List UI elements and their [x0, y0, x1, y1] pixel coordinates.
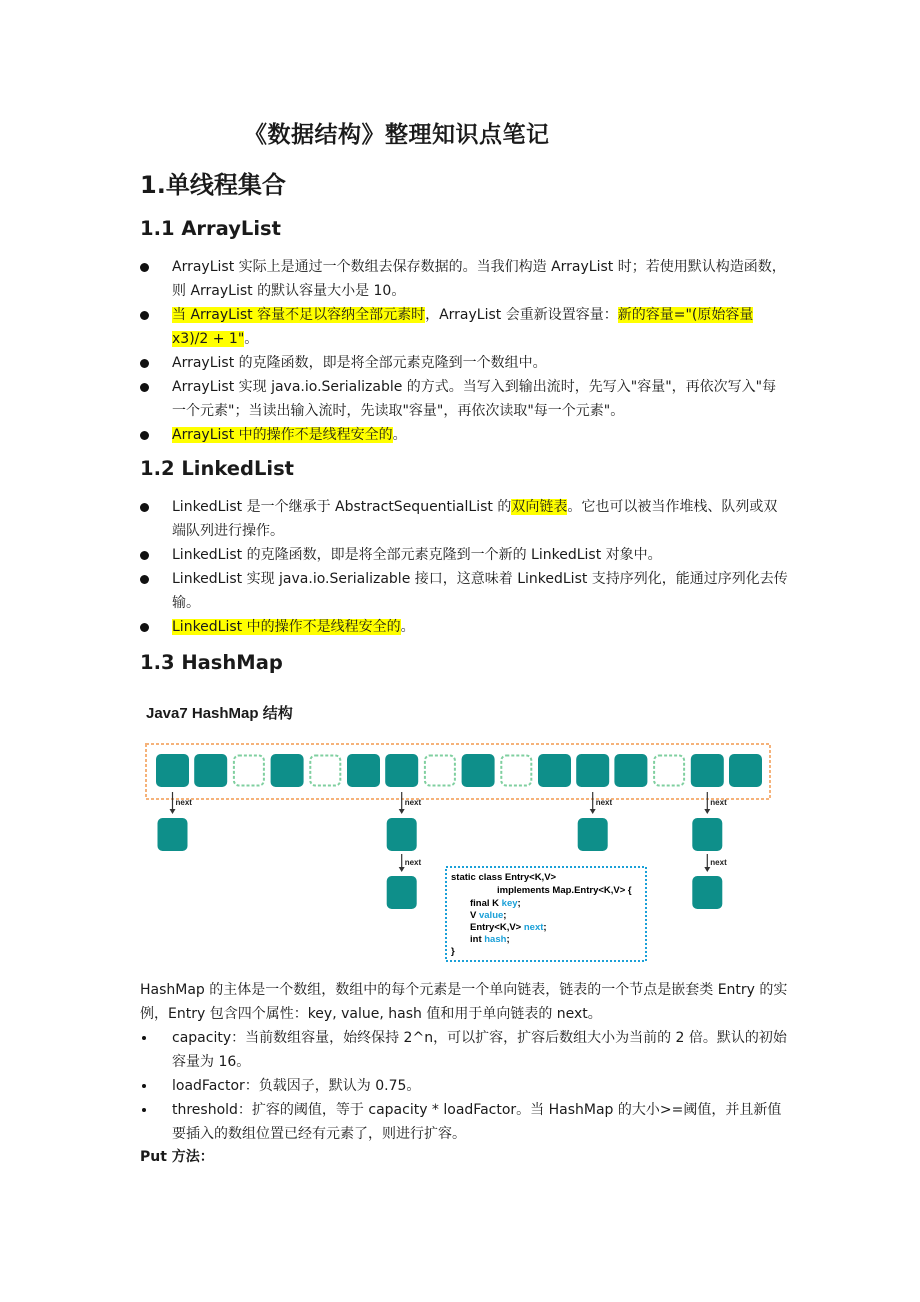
empty-bucket	[654, 756, 684, 786]
code-line-1: static class Entry<K,V>	[451, 872, 557, 883]
highlight-text: ArrayList 中的操作不是线程安全的	[172, 427, 393, 443]
list-item	[140, 423, 790, 447]
bucket-node	[538, 754, 571, 787]
bullet-text: ArrayList 实现 java.io.Serializable 的方式。当写入到输出流时，先写入"容量"，再依次写入"每一个元素"；当读出输入流时，先读取"容量"，再依次读取"每一个元素"。	[172, 379, 777, 419]
document-title: 《数据结构》整理知识点笔记	[244, 122, 550, 148]
hashmap-structure-diagram	[140, 734, 780, 966]
next-label: next	[404, 858, 422, 867]
highlight-text: 当 ArrayList 容量不足以容纳全部元素时	[172, 307, 426, 323]
bucket-node	[614, 754, 647, 787]
bullet-text: ArrayList 实际上是通过一个数组去保存数据的。当我们构造 ArrayList 时；若使用默认构造函数，则 ArrayList 的默认容量大小是 10。	[172, 259, 786, 299]
chain-node	[387, 876, 417, 909]
bucket-array-outline	[146, 744, 770, 799]
list-item	[140, 615, 790, 639]
bucket-cells	[156, 754, 762, 787]
next-label: next	[710, 798, 727, 807]
next-arrowhead	[590, 809, 596, 814]
code-line-4	[470, 910, 506, 921]
bullet-text: LinkedList 的克隆函数，即是将全部元素克隆到一个新的 LinkedList 对象中。	[172, 547, 662, 563]
bullet-text: ArrayList 的克隆函数，即是将全部元素克隆到一个数组中。	[172, 355, 547, 371]
entry-code-box	[446, 867, 646, 961]
chain-node	[158, 818, 188, 851]
code-semicolon: ;	[506, 934, 510, 945]
code-line-3	[470, 898, 521, 909]
next-label: next	[595, 798, 613, 807]
highlight-text: LinkedList 中的操作不是线程安全的	[172, 619, 401, 635]
bullet-text: loadFactor：负载因子，默认为 0.75。	[172, 1078, 421, 1094]
next-arrowhead	[399, 809, 405, 814]
code-line-6	[470, 934, 510, 945]
bucket-node	[347, 754, 380, 787]
code-line-5	[470, 922, 547, 933]
code-field: key	[501, 898, 518, 909]
bucket-node	[385, 754, 418, 787]
next-arrowhead	[399, 867, 405, 872]
bullet-text: 。它也可以被当作堆栈、队列或双端队列进行操作。	[172, 499, 778, 539]
list-item	[140, 1098, 790, 1146]
code-semicolon: ;	[543, 922, 547, 933]
next-arrowhead	[704, 867, 710, 872]
code-semicolon: ;	[503, 910, 507, 921]
chain-node	[692, 818, 722, 851]
bullet-text: capacity：当前数组容量，始终保持 2^n，可以扩容，扩容后数组大小为当前的 2 倍。默认的初始容量为 16。	[172, 1030, 787, 1070]
bucket-node	[156, 754, 189, 787]
list-item	[140, 351, 790, 375]
list-item	[140, 1026, 790, 1074]
empty-bucket	[501, 756, 531, 786]
bullet-text: LinkedList 是一个继承于 AbstractSequentialList 的	[172, 499, 512, 515]
list-item	[140, 543, 790, 567]
list-item	[140, 255, 790, 303]
list-item	[140, 1074, 790, 1098]
code-semicolon: ;	[517, 898, 521, 909]
next-arrowhead	[170, 809, 176, 814]
list-item	[140, 495, 790, 543]
empty-bucket	[234, 756, 264, 786]
next-label: next	[175, 798, 192, 807]
section-heading-single-thread: 1.单线程集合	[140, 171, 286, 199]
next-arrowhead	[704, 809, 710, 814]
arraylist-bullets	[140, 255, 790, 447]
heading-hashmap: 1.3 HashMap	[140, 651, 283, 674]
code-line-2: implements Map.Entry<K,V> {	[497, 885, 632, 896]
list-item	[140, 375, 790, 423]
bucket-node	[271, 754, 304, 787]
highlight-text: 双向链表	[511, 499, 568, 515]
linkedlist-bullets	[140, 495, 790, 639]
list-item	[140, 303, 790, 351]
heading-linkedlist: 1.2 LinkedList	[140, 457, 294, 480]
list-item	[140, 567, 790, 615]
bucket-node	[576, 754, 609, 787]
code-type: V	[470, 910, 479, 921]
code-field: value	[478, 910, 504, 921]
bullet-text: 。	[392, 427, 407, 443]
chain-node	[387, 818, 417, 851]
next-label: next	[710, 858, 727, 867]
code-field: next	[523, 922, 544, 933]
empty-bucket	[310, 756, 340, 786]
put-method-label: Put 方法：	[140, 1149, 214, 1165]
hashmap-bullets	[140, 1026, 790, 1146]
code-type: final K	[470, 898, 502, 909]
code-type: Entry<K,V>	[470, 922, 524, 933]
bucket-node	[729, 754, 762, 787]
bucket-node	[691, 754, 724, 787]
chain-node	[692, 876, 722, 909]
bullet-text: 。	[400, 619, 415, 635]
empty-bucket	[425, 756, 455, 786]
diagram-title: Java7 HashMap 结构	[146, 705, 293, 722]
heading-arraylist: 1.1 ArrayList	[140, 217, 281, 240]
chain-node	[578, 818, 608, 851]
next-label: next	[404, 798, 422, 807]
bullet-text: 。	[244, 331, 259, 347]
highlight-text: 新的容量="(原始容量 x3)/2 + 1"	[172, 307, 754, 347]
chain-nodes	[158, 792, 728, 909]
code-type: int	[470, 934, 485, 945]
bullet-text: ，ArrayList 会重新设置容量：	[425, 307, 618, 323]
code-line-7: }	[451, 946, 455, 957]
code-field: hash	[484, 934, 507, 945]
hashmap-description: HashMap 的主体是一个数组，数组中的每个元素是一个单向链表，链表的一个节点是嵌套类 Entry 的实例，Entry 包含四个属性：key, value, hash 值和用于单向链表的 next。	[140, 982, 788, 1022]
bucket-node	[194, 754, 227, 787]
bullet-text: LinkedList 实现 java.io.Serializable 接口，这意味着 LinkedList 支持序列化，能通过序列化去传输。	[172, 571, 788, 611]
bullet-text: threshold：扩容的阈值，等于 capacity * loadFactor。当 HashMap 的大小>=阈值，并且新值要插入的数组位置已经有元素了，则进行扩容。	[172, 1102, 782, 1142]
bucket-node	[462, 754, 495, 787]
